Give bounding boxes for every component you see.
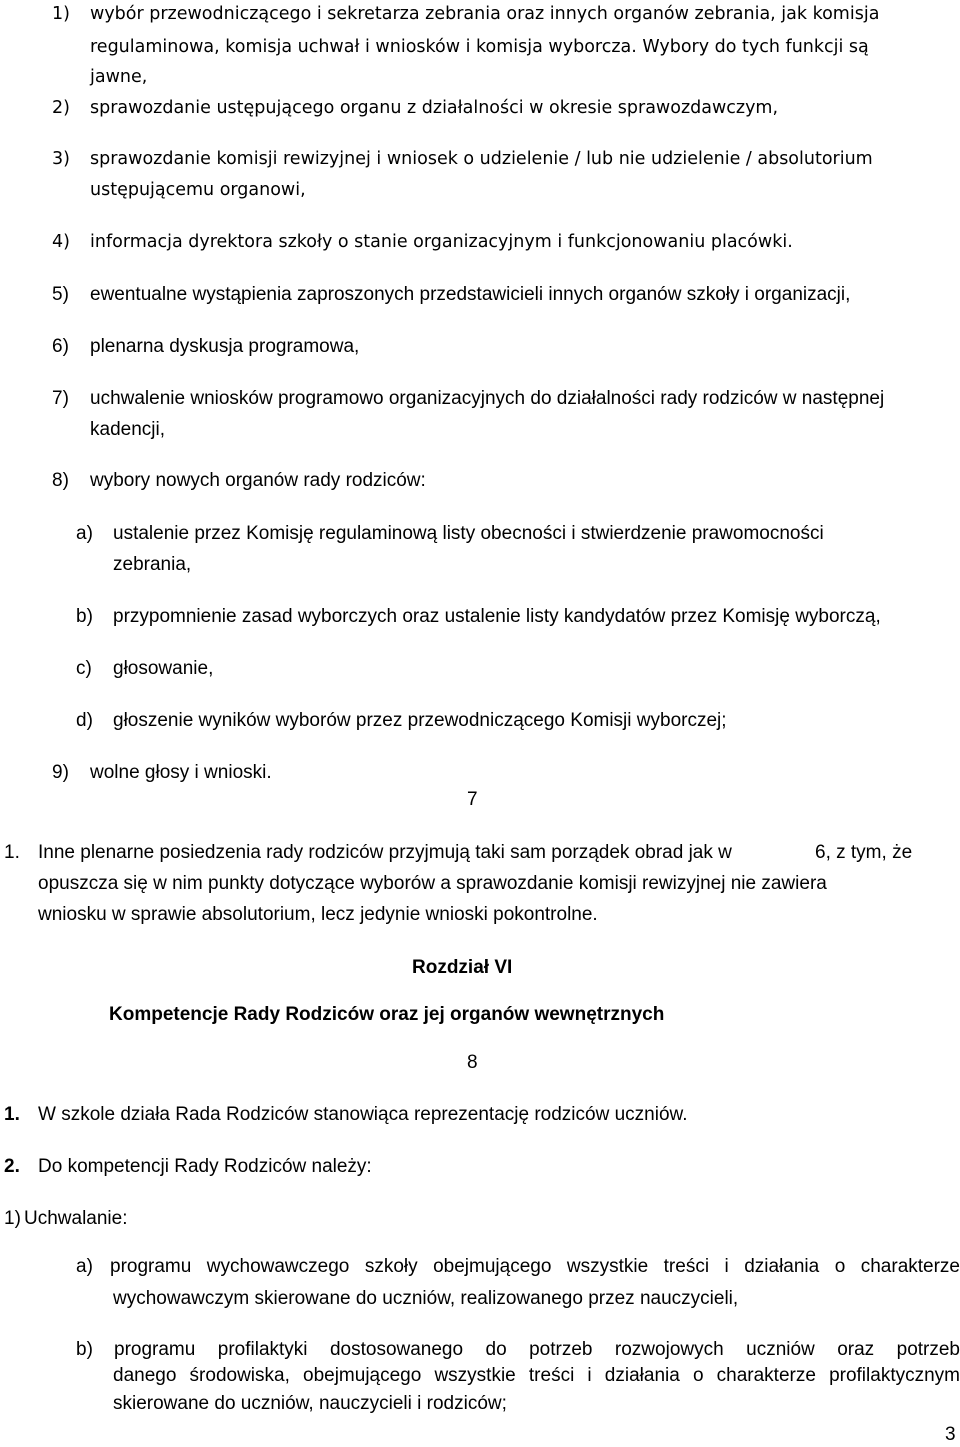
list-item-text: wolne głosy i wnioski. xyxy=(90,762,272,783)
list-item-1 xyxy=(52,2,70,26)
paragraph-mark xyxy=(445,1051,478,1075)
section-text: Do kompetencji Rady Rodziców należy: xyxy=(38,1156,372,1177)
list-item-text: ustępującemu organowi, xyxy=(90,180,306,200)
section-text: W szkole działa Rada Rodziców stanowiąca reprezentację rodziców uczniów. xyxy=(38,1104,688,1125)
subitem-letter: d) xyxy=(76,710,93,731)
chapter-title: Rozdział VI xyxy=(412,957,513,978)
subitem-letter: b) xyxy=(76,606,93,627)
paragraph-number: 7 xyxy=(467,789,478,810)
list-item-text: Uchwalanie: xyxy=(24,1208,128,1229)
subitem-letter: b) xyxy=(76,1339,93,1360)
paragraph-mark xyxy=(445,788,478,812)
point-text: Inne plenarne posiedzenia rady rodziców przyjmują taki sam porządek obrad jak w xyxy=(38,842,732,863)
item-number: 7) xyxy=(52,388,69,409)
list-item-text: wybory nowych organów rady rodziców: xyxy=(90,470,426,491)
list-item-text: informacja dyrektora szkoły o stanie organizacyjnym i funkcjonowaniu placówki. xyxy=(90,232,793,252)
item-number: 1) xyxy=(52,4,70,24)
list-item-text: regulaminowa, komisja uchwał i wniosków i komisja wyborcza. Wybory do tych funkcji są xyxy=(90,37,869,57)
chapter-subtitle: Kompetencje Rady Rodziców oraz jej organów wewnętrznych xyxy=(109,1004,665,1025)
list-item-text: sprawozdanie ustępującego organu z działalności w okresie sprawozdawczym, xyxy=(90,98,779,118)
item-number: 8) xyxy=(52,470,69,491)
list-item-text: wybór przewodniczącego i sekretarza zebrania oraz innych organów zebrania, jak komisja xyxy=(90,4,880,24)
list-item-text: plenarna dyskusja programowa, xyxy=(90,336,360,357)
section-number: 2. xyxy=(4,1156,20,1177)
subitem-text: głoszenie wyników wyborów przez przewodniczącego Komisji wyborczej; xyxy=(113,710,727,731)
item-number: 4) xyxy=(52,232,70,252)
page-number: 3 xyxy=(945,1424,956,1445)
subitem-text: ustalenie przez Komisję regulaminową listy obecności i stwierdzenie prawomocności xyxy=(113,523,824,544)
subitem-text: skierowane do uczniów, nauczycieli i rodziców; xyxy=(113,1393,507,1414)
item-number: 5) xyxy=(52,284,69,305)
point-text: opuszcza się w nim punkty dotyczące wyborów a sprawozdanie komisji rewizyjnej nie zawiera xyxy=(38,873,827,894)
point-text: 6, z tym, że xyxy=(815,842,913,863)
subitem-text: programu wychowawczego szkoły obejmującego wszystkie treści i działania o charakterze xyxy=(110,1256,960,1277)
subitem-letter: a) xyxy=(76,523,93,544)
subitem-text: programu profilaktyki dostosowanego do potrzeb rozwojowych uczniów oraz potrzeb xyxy=(114,1339,960,1360)
list-item-text: uchwalenie wniosków programowo organizacyjnych do działalności rady rodziców w następnej xyxy=(90,388,885,409)
paragraph-number: 8 xyxy=(467,1052,478,1073)
item-number: 1) xyxy=(4,1208,21,1229)
point-number: 1. xyxy=(4,842,20,863)
item-number: 6) xyxy=(52,336,69,357)
list-item-text: sprawozdanie komisji rewizyjnej i wniosek o udzielenie / lub nie udzielenie / absolutorium xyxy=(90,149,873,169)
subitem-letter: a) xyxy=(76,1256,93,1277)
item-number: 3) xyxy=(52,149,70,169)
subitem-letter: c) xyxy=(76,658,92,679)
subitem-text: wychowawczym skierowane do uczniów, realizowanego przez nauczycieli, xyxy=(113,1288,739,1309)
item-number: 9) xyxy=(52,762,69,783)
section-number: 1. xyxy=(4,1104,20,1125)
subitem-text: przypomnienie zasad wyborczych oraz ustalenie listy kandydatów przez Komisję wyborczą, xyxy=(113,606,881,627)
list-item-text: kadencji, xyxy=(90,419,165,440)
subitem-text: zebrania, xyxy=(113,554,192,575)
item-number: 2) xyxy=(52,98,70,118)
subitem-text: głosowanie, xyxy=(113,658,214,679)
subitem-text: danego środowiska, obejmującego wszystkie treści i działania o charakterze profilaktycznym xyxy=(113,1365,960,1386)
list-item-text: jawne, xyxy=(90,67,148,87)
list-item-text: ewentualne wystąpienia zaproszonych przedstawicieli innych organów szkoły i organizacji, xyxy=(90,284,851,305)
section-sign-icon xyxy=(445,788,467,812)
point-text: wniosku w sprawie absolutorium, lecz jedynie wnioski pokontrolne. xyxy=(38,904,598,925)
section-sign-icon xyxy=(445,1051,467,1075)
